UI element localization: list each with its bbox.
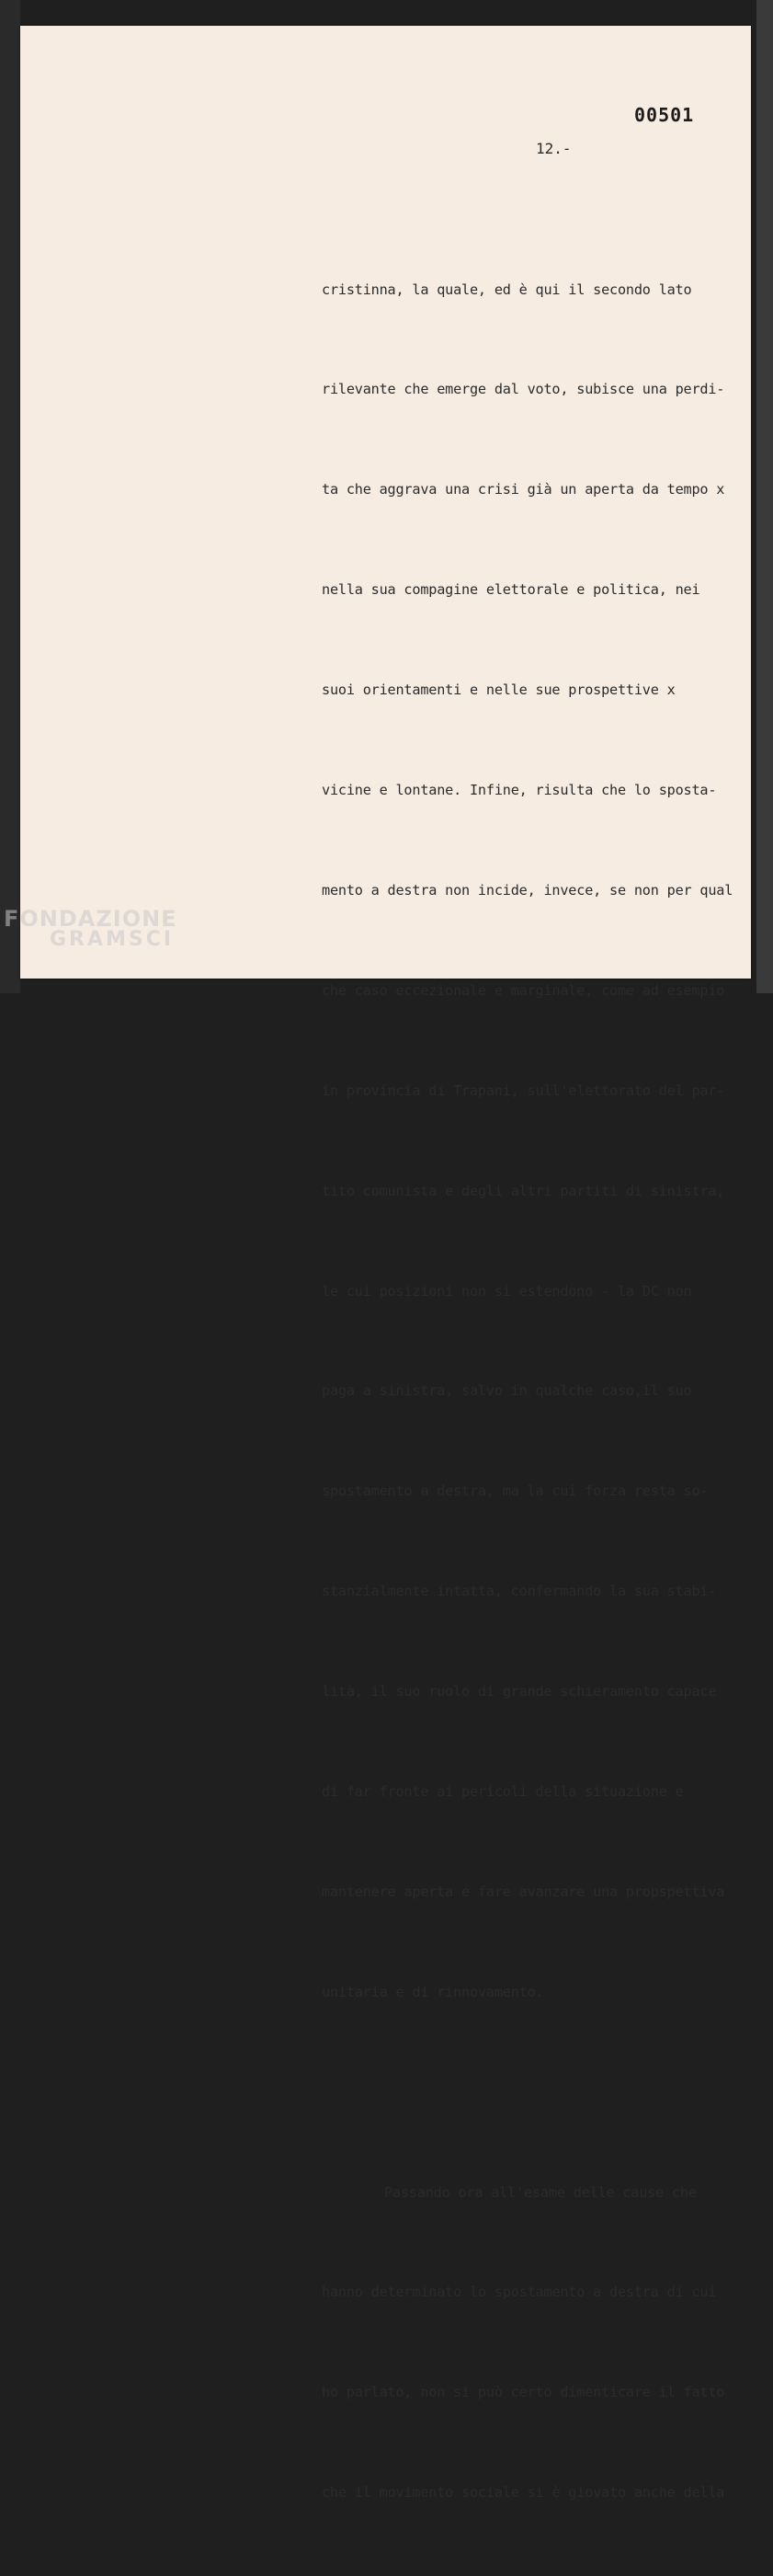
- text-line: Passando ora all'esame delle cause che: [384, 2183, 697, 2201]
- watermark-line-1: FONDAZIONE: [4, 906, 177, 932]
- text-line: rilevante che emerge dal voto, subisce una perdi-: [322, 381, 725, 398]
- foundation-watermark: [4, 906, 177, 951]
- text-line: che il movimento sociale si è giovato anche della: [322, 2484, 725, 2502]
- text-line: suoi orientamenti e nelle sue prospettive x: [322, 681, 676, 699]
- document-number: 00501: [634, 104, 695, 126]
- text-line: in provincia di Trapani, sull'elettorato del par-: [322, 1082, 725, 1099]
- text-line: spostamento a destra, ma la cui forza resta so-: [322, 1483, 709, 1500]
- page-number: 12.-: [536, 140, 572, 157]
- text-line: ta che aggrava una crisi già un aperta da tempo x: [322, 481, 725, 498]
- text-line: cristinna, la quale, ed è qui il secondo lato: [322, 280, 692, 298]
- text-line: ho parlato, non si può certo dimenticare il fatto: [322, 2384, 725, 2401]
- text-line: di far fronte ai pericoli della situazione e: [322, 1782, 684, 1800]
- watermark-line-2: GRAMSCI: [50, 928, 175, 951]
- left-background-strip: [0, 0, 20, 993]
- text-line: vicine e lontane. Infine, risulta che lo sposta-: [322, 782, 717, 799]
- text-line: hanno determinato lo spostamento a destra di cui: [322, 2284, 717, 2301]
- text-line: tito comunista e degli altri partiti di sinistra,: [322, 1182, 725, 1199]
- text-line: che caso eccezionale e marginale, come ad esempio: [322, 981, 725, 999]
- text-line: unitaria e di rinnovamento.: [322, 1983, 544, 2000]
- text-line: mento a destra non incide, invece, se non per qual: [322, 881, 733, 899]
- document-page: [20, 26, 751, 2502]
- text-line: le cui posizioni non si estendono - la DC non: [322, 1282, 692, 1299]
- text-line: mantenere aperta e fare avanzare una propspettiva: [322, 1883, 725, 1900]
- text-line: stanzialmente intatta, confermando la sua stabi-: [322, 1583, 717, 1600]
- text-line: lità, il suo ruolo di grande schieramento capace: [322, 1683, 717, 1700]
- text-line: nella sua compagine elettorale e politica, nei: [322, 581, 700, 599]
- text-line: paga a sinistra, salvo in qualche caso,il suo: [322, 1382, 692, 1400]
- body-text: [322, 206, 763, 2576]
- blank-line: [322, 2076, 763, 2109]
